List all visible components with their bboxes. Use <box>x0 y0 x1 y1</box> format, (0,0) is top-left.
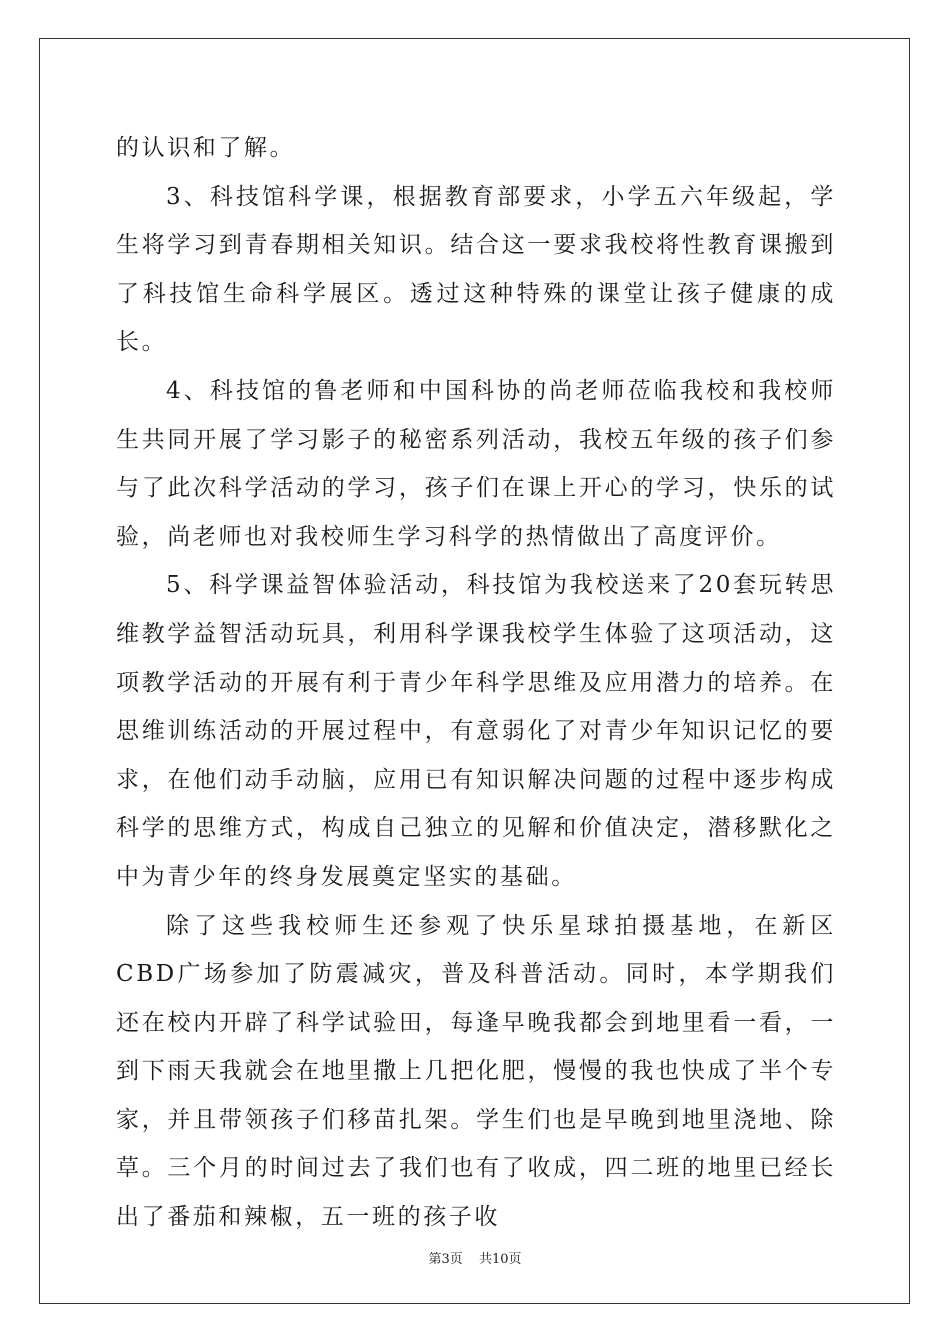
page-footer <box>0 1248 950 1267</box>
page-number: 第3页 <box>428 1252 463 1267</box>
paragraph-5: 除了这些我校师生还参观了快乐星球拍摄基地，在新区CBD广场参加了防震减灾，普及科普活动。同时，本学期我们还在校内开辟了科学试验田，每逢早晚我都会到地里看一看，一到下雨天我就会在地里撒上几把化肥，慢慢的我也快成了半个专家，并且带领孩子们移苗扎架。学生们也是早晚到地里浇地、除草。三个月的时间过去了我们也有了收成，四二班的地里已经长出了番茄和辣椒，五一班的孩子收 <box>116 912 836 1231</box>
page-total: 共10页 <box>478 1252 522 1267</box>
paragraph-4: 5、科学课益智体验活动，科技馆为我校送来了20套玩转思维教学益智活动玩具，利用科学课我校学生体验了这项活动，这项教学活动的开展有利于青少年科学思维及应用潜力的培养。在思维训练活动的开展过程中，有意弱化了对青少年知识记忆的要求，在他们动手动脑，应用已有知识解决问题的过程中逐步构成科学的思维方式，构成自己独立的见解和价值决定，潜移默化之中为青少年的终身发展奠定坚实的基础。 <box>116 572 836 890</box>
paragraph-3: 4、科技馆的鲁老师和中国科协的尚老师莅临我校和我校师生共同开展了学习影子的秘密系列活动，我校五年级的孩子们参与了此次科学活动的学习，孩子们在课上开心的学习，快乐的试验，尚老师也对我校师生学习科学的热情做出了高度评价。 <box>116 377 836 550</box>
document-body <box>116 124 836 1242</box>
paragraph-1: 的认识和了解。 <box>116 135 296 161</box>
paragraph-2: 3、科技馆科学课，根据教育部要求，小学五六年级起，学生将学习到青春期相关知识。结合这一要求我校将性教育课搬到了科技馆生命科学展区。透过这种特殊的课堂让孩子健康的成长。 <box>116 183 836 356</box>
